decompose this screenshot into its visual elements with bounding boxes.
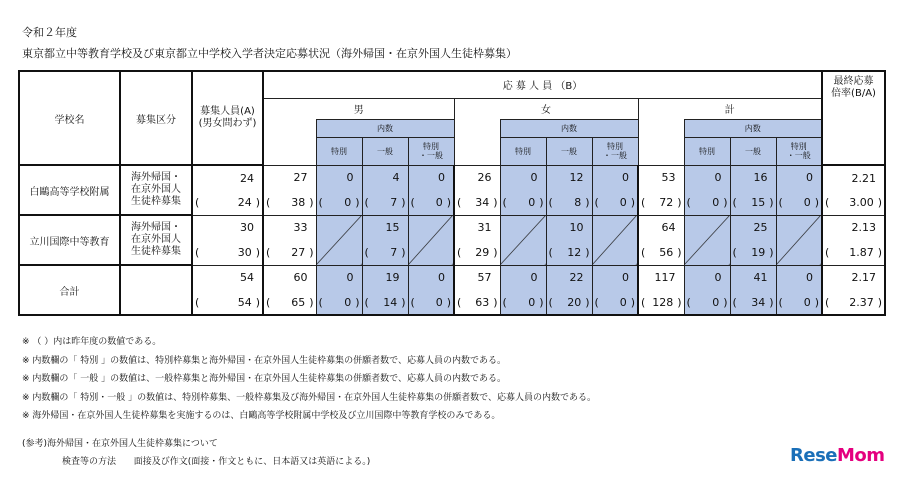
previous-value: 30 [237,245,252,259]
header-total-total-blank [638,119,684,165]
previous-value-cell: ( 34 ) [730,290,776,315]
header-male-special_general: 特別 ・一般 [408,137,454,165]
previous-value-cell: ( 3.00 ) [822,190,885,215]
method-label: 検査等の方法 [62,457,117,467]
previous-value: 56 [659,245,674,259]
value-cell: 31 [454,215,500,240]
not-applicable-cell [316,215,362,265]
header-total-general: 一般 [730,137,776,165]
previous-value: 7 [390,195,398,209]
value-cell: 19 [362,265,408,290]
previous-value: 20 [567,295,582,309]
previous-value-cell: ( 38 ) [263,190,316,215]
previous-value-cell: ( 0 ) [684,290,730,315]
value-cell: 0 [500,165,546,190]
header-male: 男 [263,98,454,119]
not-applicable-cell [500,215,546,265]
not-applicable-cell [684,215,730,265]
previous-value-cell: ( 54 ) [192,290,263,315]
previous-value-cell: ( 24 ) [192,190,263,215]
previous-value: 34 [475,195,490,209]
previous-value: 0 [528,295,536,309]
header-female-special: 特別 [500,137,546,165]
previous-value: 24 [237,195,252,209]
reference [22,435,370,471]
value-cell: 10 [546,215,592,240]
value-cell: 0 [408,165,454,190]
previous-value: 0 [712,195,720,209]
previous-value-cell: ( 27 ) [263,240,316,265]
previous-value-cell: ( 65 ) [263,290,316,315]
reference-title: (参考)海外帰国・在京外国人生徒枠募集について [22,439,218,449]
previous-value-cell: ( 63 ) [454,290,500,315]
previous-value: 0 [803,295,811,309]
value-cell: 64 [638,215,684,240]
previous-value-cell: ( 34 ) [454,190,500,215]
value-cell: 0 [684,265,730,290]
previous-value: 65 [291,295,306,309]
value-cell: 0 [776,165,822,190]
previous-value-cell: ( 30 ) [192,240,263,265]
previous-value: 63 [475,295,490,309]
category: 海外帰国・ 在京外国人 生徒枠募集 [120,165,192,215]
header-category: 募集区分 [120,71,192,165]
previous-value: 27 [291,245,306,259]
document-title: 東京都立中等教育学校及び東京都立中学校入学者決定応募状況（海外帰国・在京外国人生徒枠募集） [22,47,517,60]
value-cell: 0 [316,165,362,190]
value-cell: 30 [192,215,263,240]
header-male-total-blank [263,119,316,165]
previous-value: 12 [567,245,582,259]
header-capacity: 募集人員(A) (男女問わず) [192,71,263,165]
not-applicable-cell [408,215,454,265]
previous-value: 3.00 [849,195,874,209]
school-name: 合計 [19,265,120,315]
previous-value-cell: ( 128 ) [638,290,684,315]
category [120,265,192,315]
value-cell: 2.17 [822,265,885,290]
previous-value-cell: ( 19 ) [730,240,776,265]
previous-value-cell: ( 7 ) [362,240,408,265]
school-name: 白鷗高等学校附属 [19,165,120,215]
previous-value: 7 [390,245,398,259]
header-applicants: 応 募 人 員 （B） [263,71,822,98]
previous-value-cell: ( 0 ) [408,290,454,315]
previous-value: 0 [619,295,627,309]
previous-value-cell: ( 0 ) [592,190,638,215]
table-row [19,215,885,240]
previous-value-cell: ( 8 ) [546,190,592,215]
logo-text-b: Mom [837,445,885,466]
previous-value: 128 [652,295,674,309]
fiscal-year: 令和２年度 [22,26,77,39]
previous-value: 19 [751,245,766,259]
header-female-general: 一般 [546,137,592,165]
value-cell: 57 [454,265,500,290]
previous-value-cell: ( 2.37 ) [822,290,885,315]
previous-value: 34 [751,295,766,309]
logo-text-a: Rese [790,445,837,466]
value-cell: 22 [546,265,592,290]
previous-value: 0 [435,295,443,309]
value-cell: 15 [362,215,408,240]
header-male-breakdown: 内数 [316,119,454,137]
value-cell: 0 [500,265,546,290]
previous-value-cell: ( 0 ) [316,190,362,215]
previous-value: 72 [659,195,674,209]
previous-value-cell: ( 0 ) [500,290,546,315]
previous-value-cell: ( 0 ) [684,190,730,215]
value-cell: 0 [592,165,638,190]
value-cell: 53 [638,165,684,190]
previous-value-cell: ( 29 ) [454,240,500,265]
previous-value: 2.37 [849,295,874,309]
value-cell: 0 [776,265,822,290]
previous-value-cell: ( 0 ) [592,290,638,315]
previous-value: 0 [435,195,443,209]
previous-value: 0 [344,195,352,209]
value-cell: 24 [192,165,263,190]
application-status-table [18,70,886,316]
value-cell: 4 [362,165,408,190]
value-cell: 2.21 [822,165,885,190]
previous-value: 0 [619,195,627,209]
header-female-total-blank [454,119,500,165]
header-female: 女 [454,98,638,119]
not-applicable-cell [776,215,822,265]
header-total-special_general: 特別 ・一般 [776,137,822,165]
value-cell: 12 [546,165,592,190]
header-school: 学校名 [19,71,120,165]
previous-value-cell: ( 72 ) [638,190,684,215]
previous-value-cell: ( 0 ) [316,290,362,315]
table-row [19,165,885,190]
header-total-special: 特別 [684,137,730,165]
value-cell: 16 [730,165,776,190]
previous-value: 54 [237,295,252,309]
value-cell: 27 [263,165,316,190]
note: ※ 内数欄の「 特別・一般 」の数値は、特別枠募集、一般枠募集及び海外帰国・在京外国人生徒枠募集の併願者数で、応募人員の内数である。 [22,392,596,403]
note: ※ 内数欄の「 一般 」の数値は、一般枠募集と海外帰国・在京外国人生徒枠募集の併願者数で、応募人員の内数である。 [22,374,506,384]
header-female-breakdown: 内数 [500,119,638,137]
resemom-logo [790,445,885,466]
value-cell: 117 [638,265,684,290]
value-cell: 60 [263,265,316,290]
previous-value-cell: ( 0 ) [408,190,454,215]
previous-value: 15 [751,195,766,209]
previous-value: 14 [383,295,398,309]
header-ratio: 最終応募 倍率(B/A) [822,71,885,165]
value-cell: 0 [684,165,730,190]
previous-value: 8 [574,195,582,209]
previous-value-cell: ( 20 ) [546,290,592,315]
header-male-general: 一般 [362,137,408,165]
school-name: 立川国際中等教育 [19,215,120,265]
value-cell: 33 [263,215,316,240]
previous-value-cell: ( 14 ) [362,290,408,315]
previous-value-cell: ( 15 ) [730,190,776,215]
method-value: 面接及び作文(面接・作文ともに、日本語又は英語による。) [133,457,371,467]
table-row [19,265,885,290]
previous-value: 0 [528,195,536,209]
value-cell: 2.13 [822,215,885,240]
value-cell: 26 [454,165,500,190]
previous-value: 1.87 [849,245,874,259]
notes [22,333,596,426]
previous-value: 38 [291,195,306,209]
not-applicable-cell [592,215,638,265]
value-cell: 0 [316,265,362,290]
value-cell: 0 [592,265,638,290]
previous-value: 29 [475,245,490,259]
header-total-breakdown: 内数 [684,119,822,137]
previous-value-cell: ( 56 ) [638,240,684,265]
previous-value-cell: ( 12 ) [546,240,592,265]
previous-value: 0 [344,295,352,309]
previous-value-cell: ( 0 ) [776,290,822,315]
previous-value-cell: ( 1.87 ) [822,240,885,265]
value-cell: 54 [192,265,263,290]
category: 海外帰国・ 在京外国人 生徒枠募集 [120,215,192,265]
header-female-special_general: 特別 ・一般 [592,137,638,165]
value-cell: 41 [730,265,776,290]
previous-value-cell: ( 7 ) [362,190,408,215]
previous-value-cell: ( 0 ) [776,190,822,215]
value-cell: 25 [730,215,776,240]
previous-value-cell: ( 0 ) [500,190,546,215]
note: ※ 海外帰国・在京外国人生徒枠募集を実施するのは、白鷗高等学校附属中学校及び立川国際中等教育学校のみである。 [22,411,501,421]
header-total: 計 [638,98,822,119]
header-male-special: 特別 [316,137,362,165]
previous-value: 0 [803,195,811,209]
note: ※ 内数欄の「 特別 」の数値は、特別枠募集と海外帰国・在京外国人生徒枠募集の併願者数で、応募人員の内数である。 [22,355,506,366]
previous-value: 0 [712,295,720,309]
note: ※ （ ）内は昨年度の数値である。 [22,337,162,347]
value-cell: 0 [408,265,454,290]
